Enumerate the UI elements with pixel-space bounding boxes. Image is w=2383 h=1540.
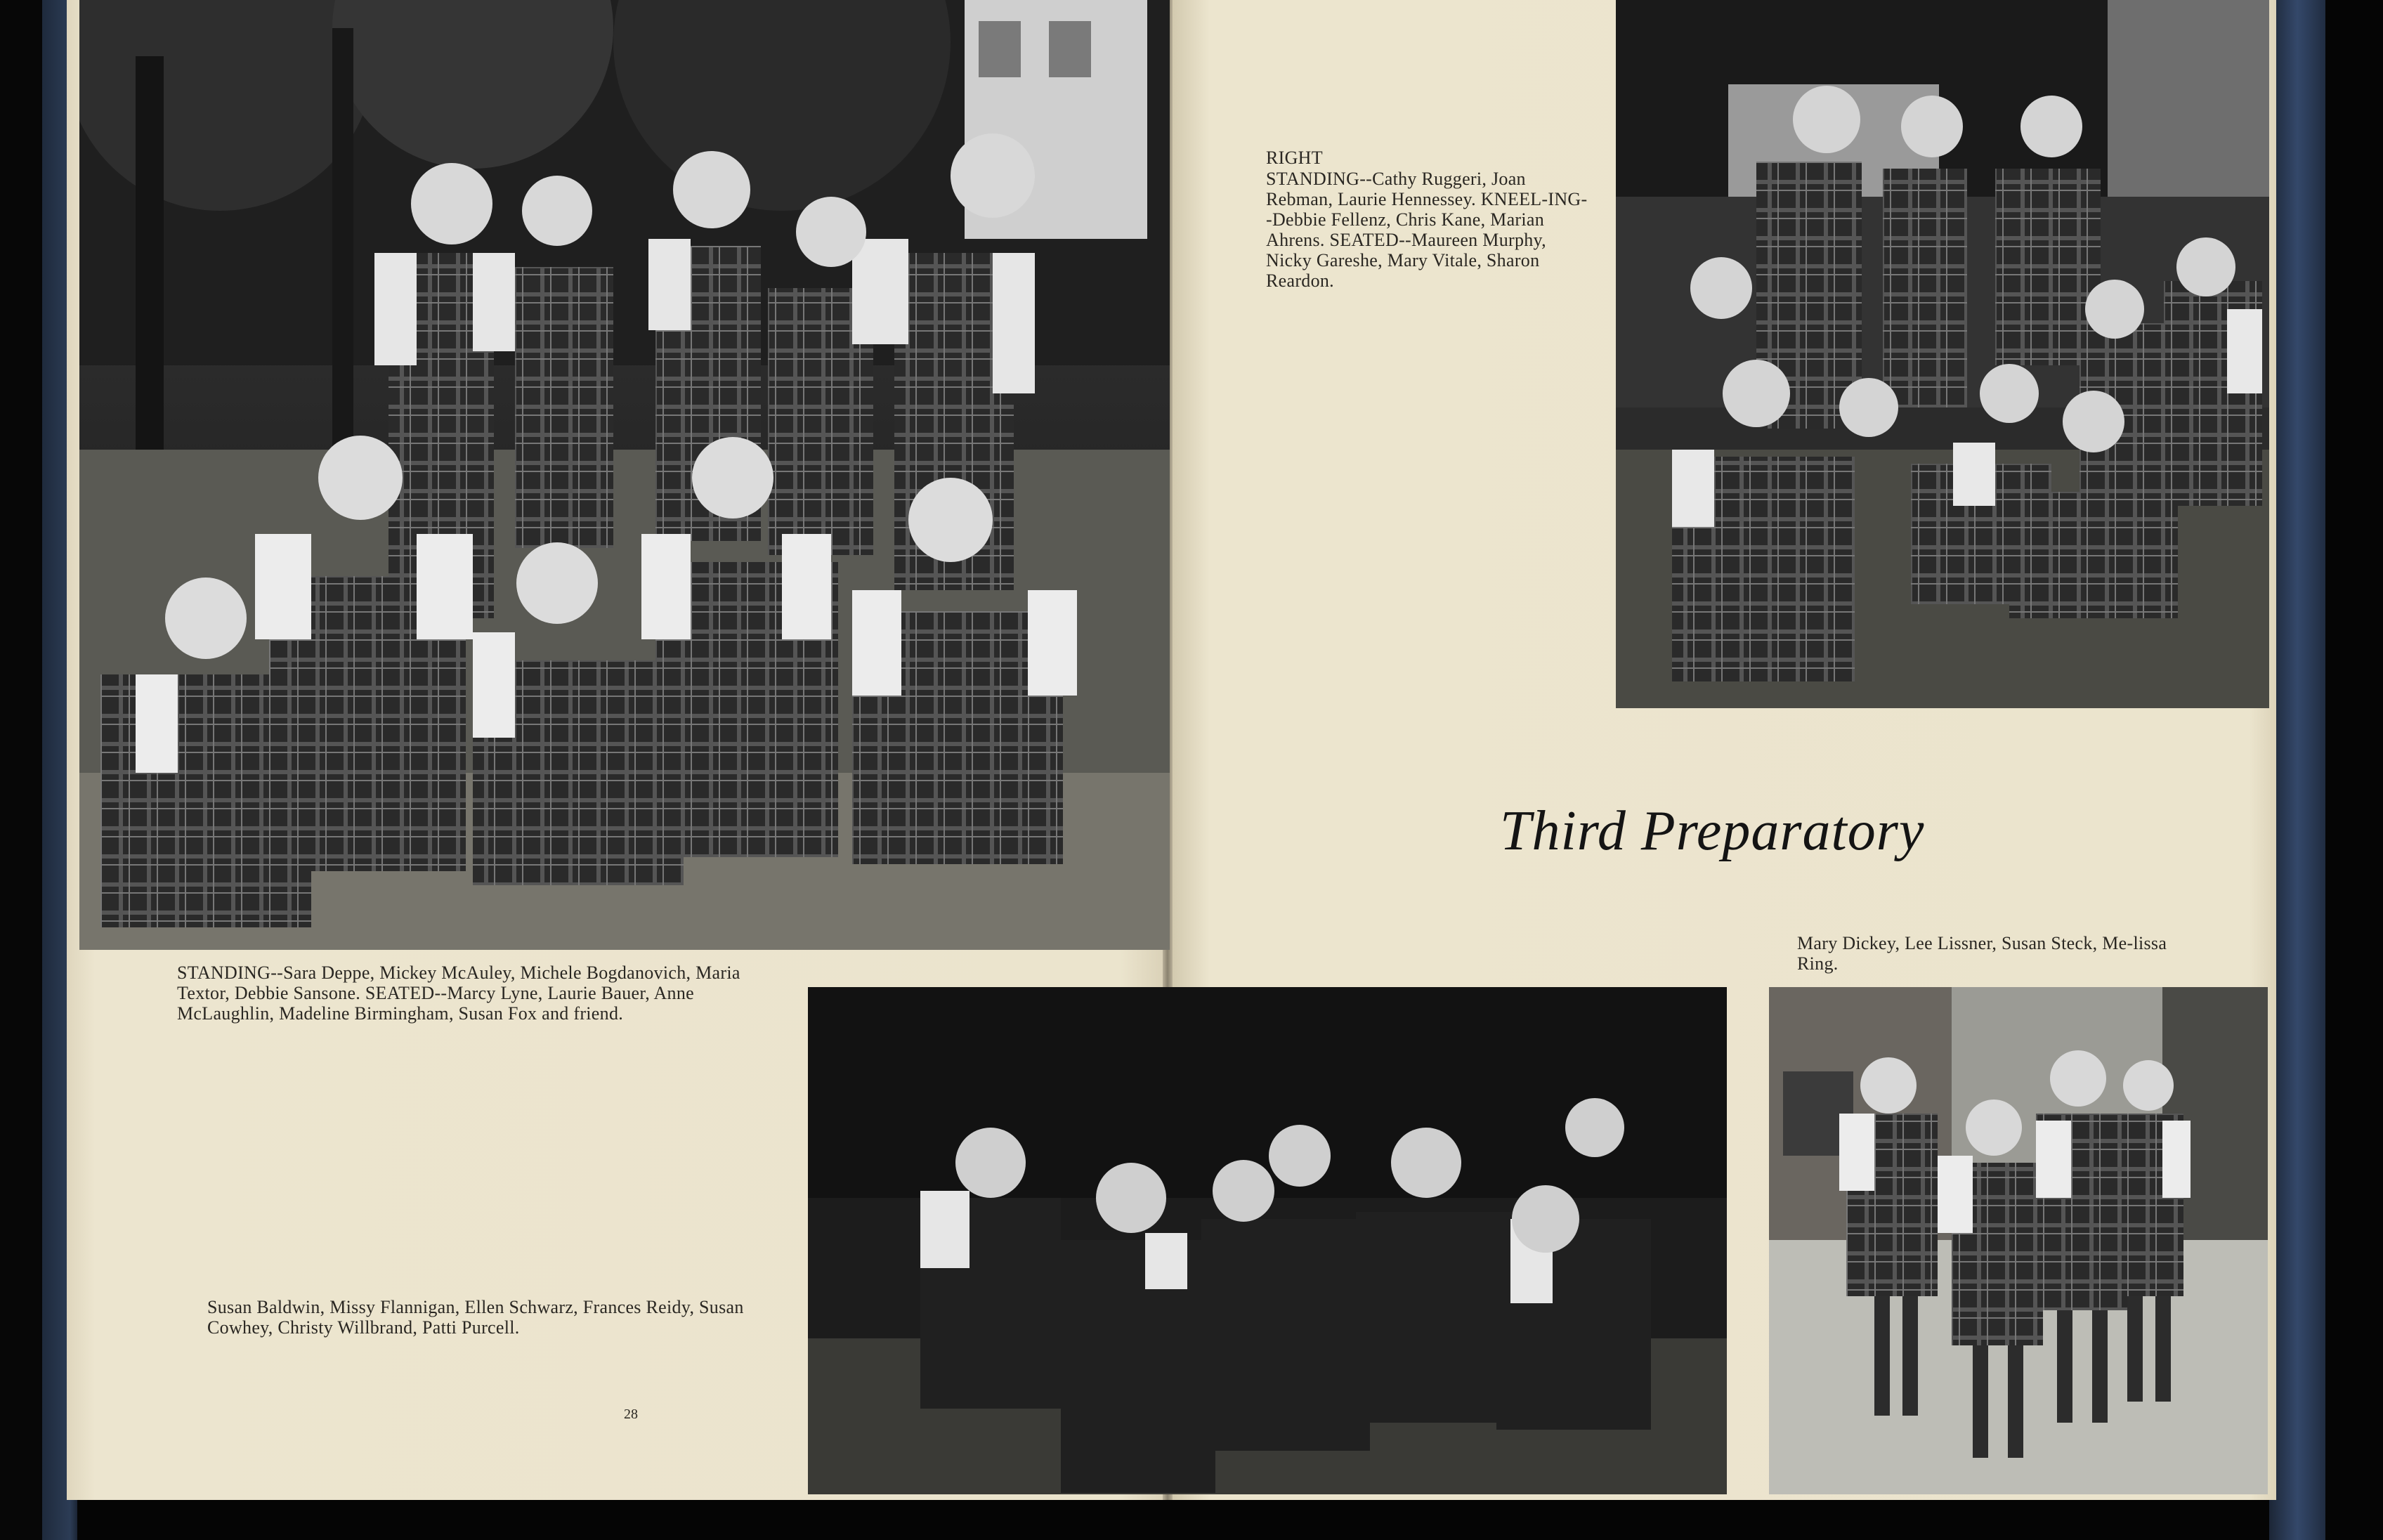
page-title: Third Preparatory	[1500, 800, 1925, 862]
photo-top-left-group	[79, 0, 1170, 950]
book-cover-right-edge	[2269, 0, 2325, 1540]
caption-bottom-center-group: Susan Baldwin, Missy Flannigan, Ellen Schwarz, Frances Reidy, Susan Cowhey, Christy Willbrand, Patti Purcell.	[207, 1297, 744, 1338]
page-number: 28	[624, 1407, 638, 1422]
book-cover-left-edge	[0, 0, 77, 1540]
photo-top-right-group	[1616, 0, 2269, 708]
caption-bottom-right-group: Mary Dickey, Lee Lissner, Susan Steck, Me-lissa Ring.	[1797, 933, 2167, 974]
photo-bottom-center-group	[808, 987, 1727, 1494]
caption-right-group-heading: RIGHT	[1266, 148, 1323, 168]
caption-right-group: STANDING--Cathy Ruggeri, Joan Rebman, Laurie Hennessey. KNEEL-ING--Debbie Fellenz, Chris Kane, Marian Ahrens. SEATED--Maureen Murphy, Nicky Gareshe, Mary Vitale, Sharon Reardon.	[1266, 169, 1588, 291]
photo-bottom-right-group	[1769, 987, 2268, 1494]
caption-top-left-group: STANDING--Sara Deppe, Mickey McAuley, Michele Bogdanovich, Maria Textor, Debbie Sansone. SEATED--Marcy Lyne, Laurie Bauer, Anne McLaughlin, Madeline Birmingham, Susan Fox and friend.	[177, 962, 740, 1024]
